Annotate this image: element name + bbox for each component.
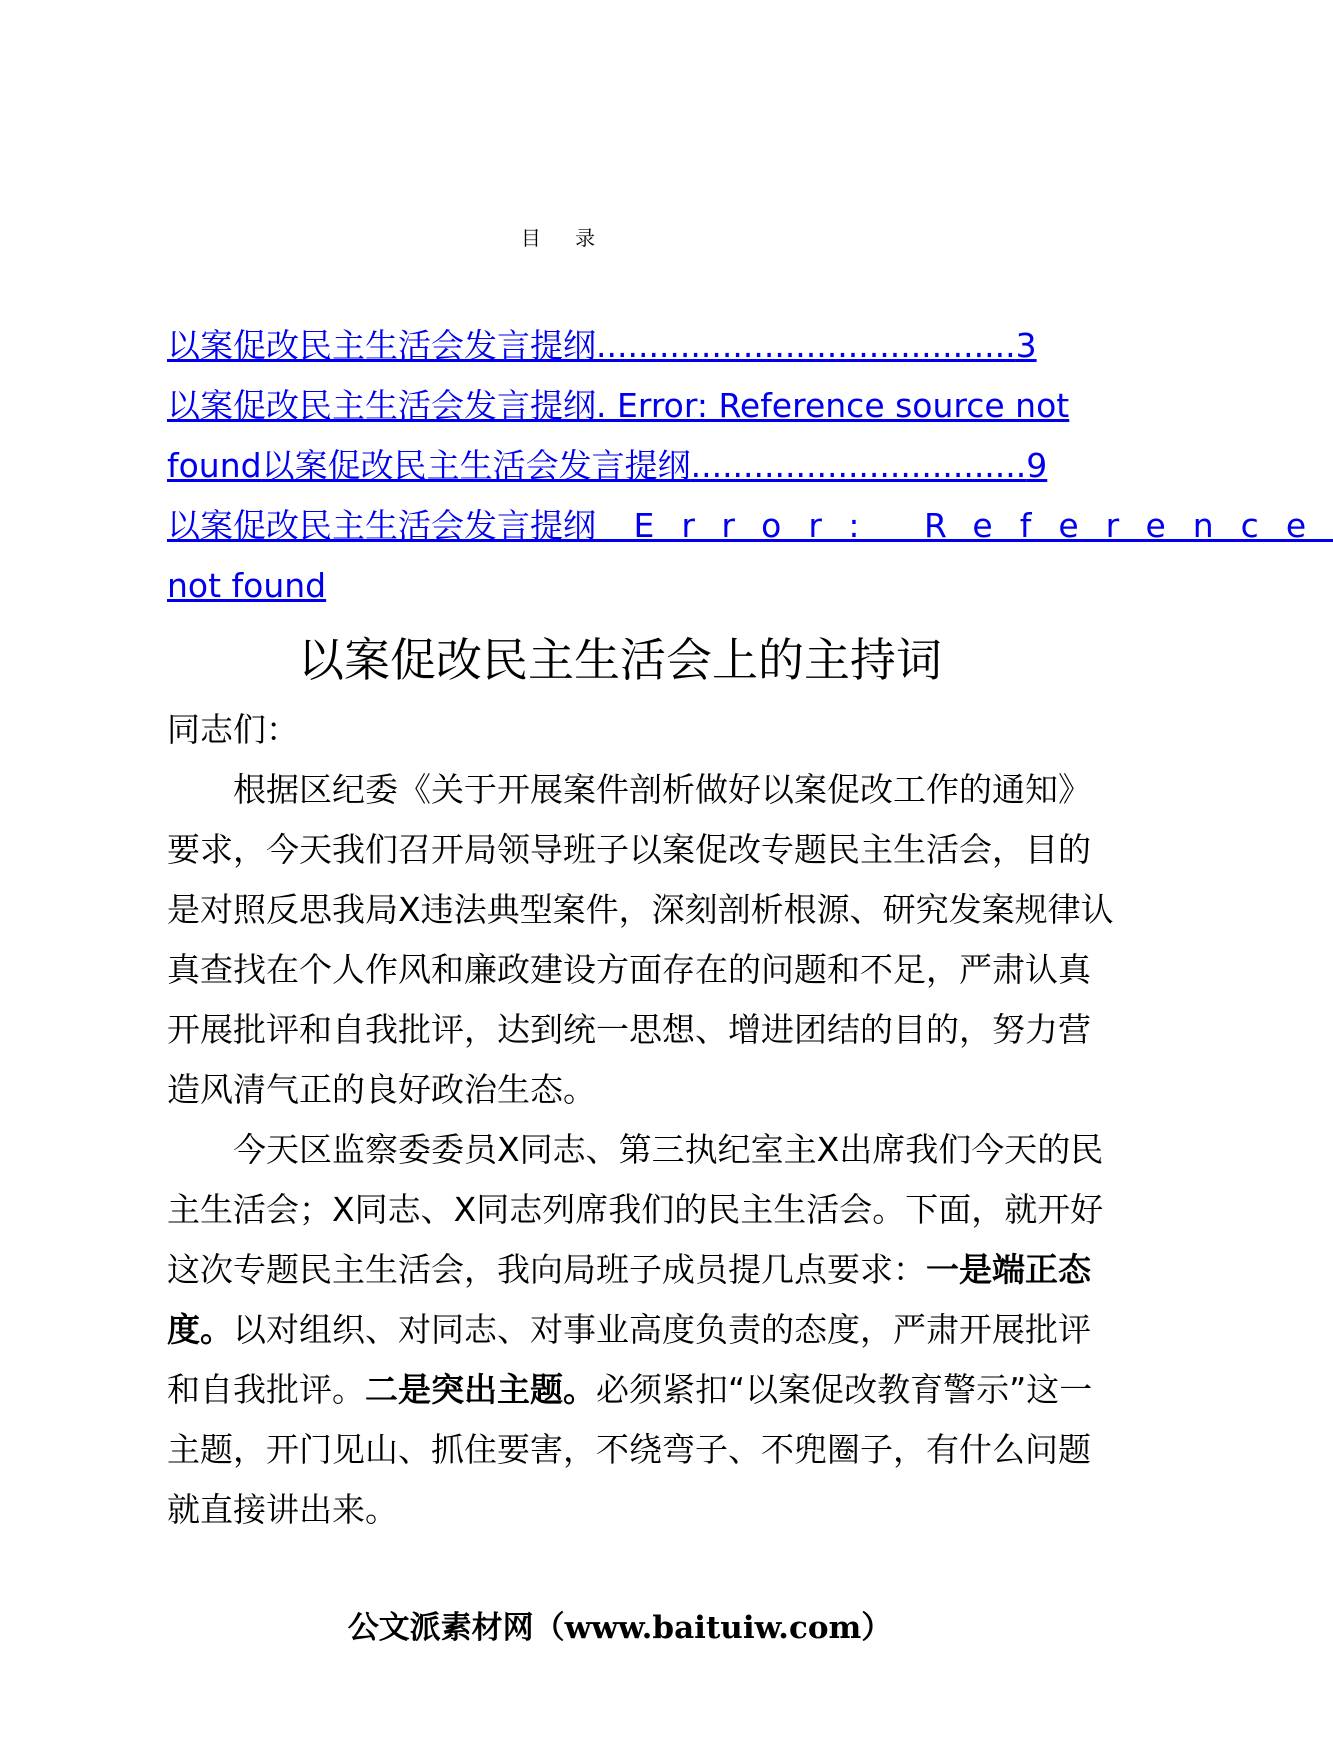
toc-entry-1[interactable] [167,316,1240,376]
toc-entry-1-page[interactable]: 3 [1015,326,1037,365]
paragraph-1: 根据区纪委《关于开展案件剖析做好以案促改工作的通知》要求，今天我们召开局领导班子以案促改专题民主生活会，目的是对照反思我局X违法典型案件，深刻剖析根源、研究发案规律认真查找在个人作风和廉政建设方面存在的问题和不足，严肃认真开展批评和自我批评，达到统一思想、增进团结的目的，努力营造风清气正的良好政治生态。 [167,770,1114,1109]
point-1-text: 以对组织、对同志、对事业高度负责的态度，严肃开展批评和自我批评。 [167,1310,1091,1409]
toc-entry-1-leader[interactable]: ........................................ [596,326,1016,365]
point-2-heading: 二是突出主题。 [365,1370,596,1409]
document-title: 以案促改民主生活会上的主持词 [298,633,942,687]
toc-entry-2-error-cont[interactable]: found [167,446,262,485]
footer-watermark: 公文派素材网（www.baituiw.com） [347,1610,893,1646]
toc-entry-4-error-cont[interactable]: not found [167,566,327,605]
toc-entry-2-error[interactable]: . Error: Reference source not [596,386,1070,425]
salutation: 同志们： [167,710,299,749]
toc-entry-4[interactable] [167,496,1333,556]
toc-entry-4-cont[interactable] [167,556,1240,616]
paragraph-2 [167,1120,1117,1540]
toc-entry-3-title[interactable]: 以案促改民主生活会发言提纲 [261,446,691,485]
toc-entry-3[interactable] [167,436,1240,496]
document-body [167,700,1117,1540]
toc-heading: 目 录 [520,226,610,250]
paragraph-2-intro: 今天区监察委委员X同志、第三执纪室主X出席我们今天的民主生活会；X同志、X同志列席我们的民主生活会。下面，就开好这次专题民主生活会，我向局班子成员提几点要求： [167,1130,1104,1289]
point-2-text: 必须紧扣“以案促改教育警示”这一主题，开门见山、抓住要害，不绕弯子、不兜圈子，有什么问题就直接讲出来。 [167,1370,1093,1529]
toc-entry-1-title[interactable]: 以案促改民主生活会发言提纲 [167,326,596,365]
toc-entry-4-error[interactable]: Error: Reference [596,506,1333,545]
toc-entry-2[interactable] [167,376,1240,436]
point-1-heading: 一是端正态度。 [167,1250,1091,1349]
toc-entry-2-title[interactable]: 以案促改民主生活会发言提纲 [167,386,596,425]
table-of-contents [167,316,1333,616]
toc-entry-3-page[interactable]: 9 [1026,446,1048,485]
toc-entry-3-leader[interactable]: ................................ [690,446,1027,485]
toc-entry-4-title[interactable]: 以案促改民主生活会发言提纲 [167,506,596,545]
